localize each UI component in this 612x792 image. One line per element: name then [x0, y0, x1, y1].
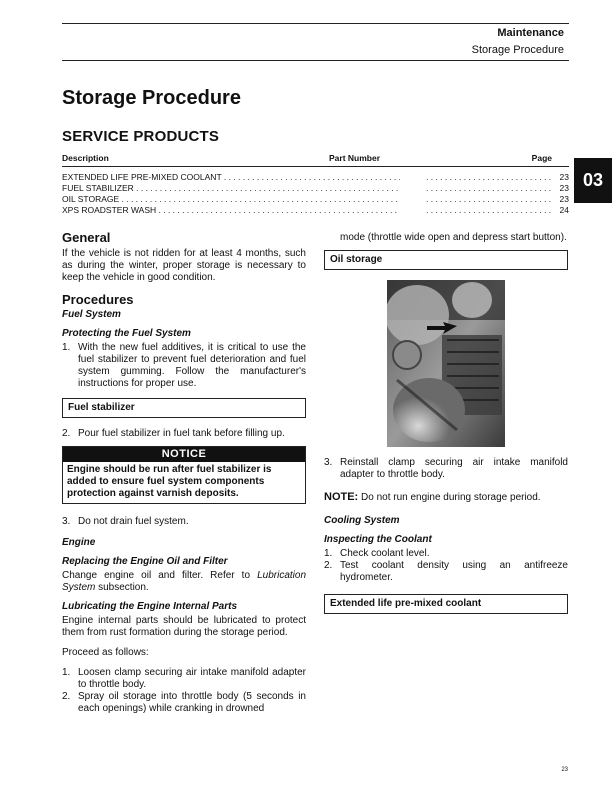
- service-products-title: SERVICE PRODUCTS: [62, 128, 220, 145]
- step-text: With the new fuel additives, it is critical to use the fuel stabilizer to prevent fuel deterioration and fuel system gumming. Follow the manufacturer's instructions for proper use.: [78, 342, 306, 389]
- protecting-fuel-heading: Protecting the Fuel System: [62, 328, 191, 339]
- proceed-text: Proceed as follows:: [62, 647, 149, 658]
- row-page: 23: [559, 194, 569, 204]
- engine-throttle-photo: [387, 280, 505, 447]
- lubrication-system-link[interactable]: Lubrication System: [62, 570, 306, 593]
- step-number: 3.: [324, 457, 333, 468]
- lubricating-heading: Lubricating the Engine Internal Parts: [62, 601, 238, 612]
- general-heading: General: [62, 230, 111, 245]
- left-column: [62, 230, 306, 715]
- row-page: 24: [559, 205, 569, 215]
- row-description: OIL STORAGE . . .: [62, 194, 400, 205]
- step-number: 1.: [324, 548, 333, 559]
- step-text: Test coolant density using an antifreeze hydrometer.: [340, 560, 568, 583]
- step-number: 2.: [62, 691, 71, 702]
- list-item: [62, 428, 306, 440]
- oil-storage-box: Oil storage: [324, 250, 568, 270]
- list-item: [62, 667, 306, 691]
- header-subsection: Storage Procedure: [471, 44, 564, 56]
- coolant-box: Extended life pre-mixed coolant: [324, 594, 568, 614]
- table-row: [62, 183, 569, 194]
- fuel-steps-list: [62, 342, 306, 390]
- row-part-leader: [426, 205, 553, 216]
- lube-steps-list: [62, 667, 306, 715]
- note-text: Do not run engine during storage period.: [361, 492, 541, 503]
- list-item: [324, 457, 568, 481]
- header-bottom-rule: [62, 60, 569, 61]
- replacing-oil-heading: Replacing the Engine Oil and Filter: [62, 556, 228, 567]
- replacing-oil-text: [62, 570, 306, 594]
- step-text: Reinstall clamp securing air intake manifold adapter to throttle body.: [340, 457, 568, 480]
- inspecting-coolant-heading: Inspecting the Coolant: [324, 534, 432, 545]
- table-row: [62, 194, 569, 205]
- notice-text: Engine should be run after fuel stabilizer is added to ensure fuel system components protection against varnish deposits.: [67, 464, 272, 499]
- oil-steps-list: [324, 457, 568, 481]
- list-item: [324, 548, 568, 560]
- note-label: NOTE:: [324, 491, 359, 503]
- col-page: Page: [531, 153, 552, 163]
- fuel-steps-list-3: [62, 516, 306, 528]
- replacing-oil-suffix: subsection.: [95, 582, 149, 593]
- list-item: [62, 516, 306, 528]
- table-row: [62, 205, 569, 216]
- step-number: 2.: [62, 428, 71, 439]
- general-text: If the vehicle is not ridden for at least 4 months, such as during the winter, proper storage is necessary to keep the vehicle in good condition.: [62, 248, 306, 283]
- lubricating-text: Engine internal parts should be lubricated to protect them from rust formation during the storage period.: [62, 615, 306, 638]
- col-description: Description: [62, 153, 109, 163]
- row-description: XPS ROADSTER WASH . . .: [62, 205, 400, 216]
- fuel-steps-list-2: [62, 428, 306, 440]
- table-row: [62, 172, 569, 183]
- engine-heading: Engine: [62, 537, 96, 548]
- step-number: 3.: [62, 516, 71, 527]
- row-page: 23: [559, 183, 569, 193]
- row-part-leader: [426, 183, 553, 194]
- service-products-header: [62, 153, 569, 167]
- fuel-stabilizer-box: Fuel stabilizer: [62, 398, 306, 418]
- row-description: FUEL STABILIZER . . .: [62, 183, 400, 194]
- chapter-tab[interactable]: 03: [574, 158, 612, 203]
- service-products-table: [62, 172, 569, 216]
- step-number: 1.: [62, 342, 71, 353]
- page-title: Storage Procedure: [62, 87, 241, 109]
- step-number: 2.: [324, 560, 333, 571]
- header-section: Maintenance: [497, 27, 564, 39]
- continuation-text: mode (throttle wide open and depress start button).: [340, 232, 567, 243]
- page-number: 23: [561, 767, 568, 773]
- step-text: Spray oil storage into throttle body (5 seconds in each openings) while cranking in drowned: [78, 691, 306, 714]
- header-top-rule: [62, 23, 569, 24]
- col-part-number: Part Number: [329, 153, 381, 163]
- step-text: Check coolant level.: [340, 548, 430, 559]
- step-number: 1.: [62, 667, 71, 678]
- row-description: EXTENDED LIFE PRE-MIXED COOLANT . . .: [62, 172, 400, 183]
- list-item: [62, 691, 306, 715]
- step-text: Pour fuel stabilizer in fuel tank before filling up.: [78, 428, 285, 439]
- step-text: Do not drain fuel system.: [78, 516, 189, 527]
- fuel-system-heading: Fuel System: [62, 309, 121, 320]
- right-column: [324, 232, 568, 614]
- list-item: [324, 560, 568, 584]
- list-item: [62, 342, 306, 390]
- step-text: Loosen clamp securing air intake manifold adapter to throttle body.: [78, 667, 306, 690]
- row-part-leader: [426, 194, 553, 205]
- coolant-steps-list: [324, 548, 568, 584]
- row-page: 23: [559, 172, 569, 182]
- cooling-system-heading: Cooling System: [324, 515, 400, 526]
- replacing-oil-prefix: Change engine oil and filter. Refer to: [62, 570, 258, 581]
- procedures-heading: Procedures: [62, 292, 134, 307]
- row-part-leader: [426, 172, 553, 183]
- notice-box: [62, 446, 306, 504]
- notice-title: NOTICE: [63, 447, 305, 462]
- note: [324, 491, 568, 504]
